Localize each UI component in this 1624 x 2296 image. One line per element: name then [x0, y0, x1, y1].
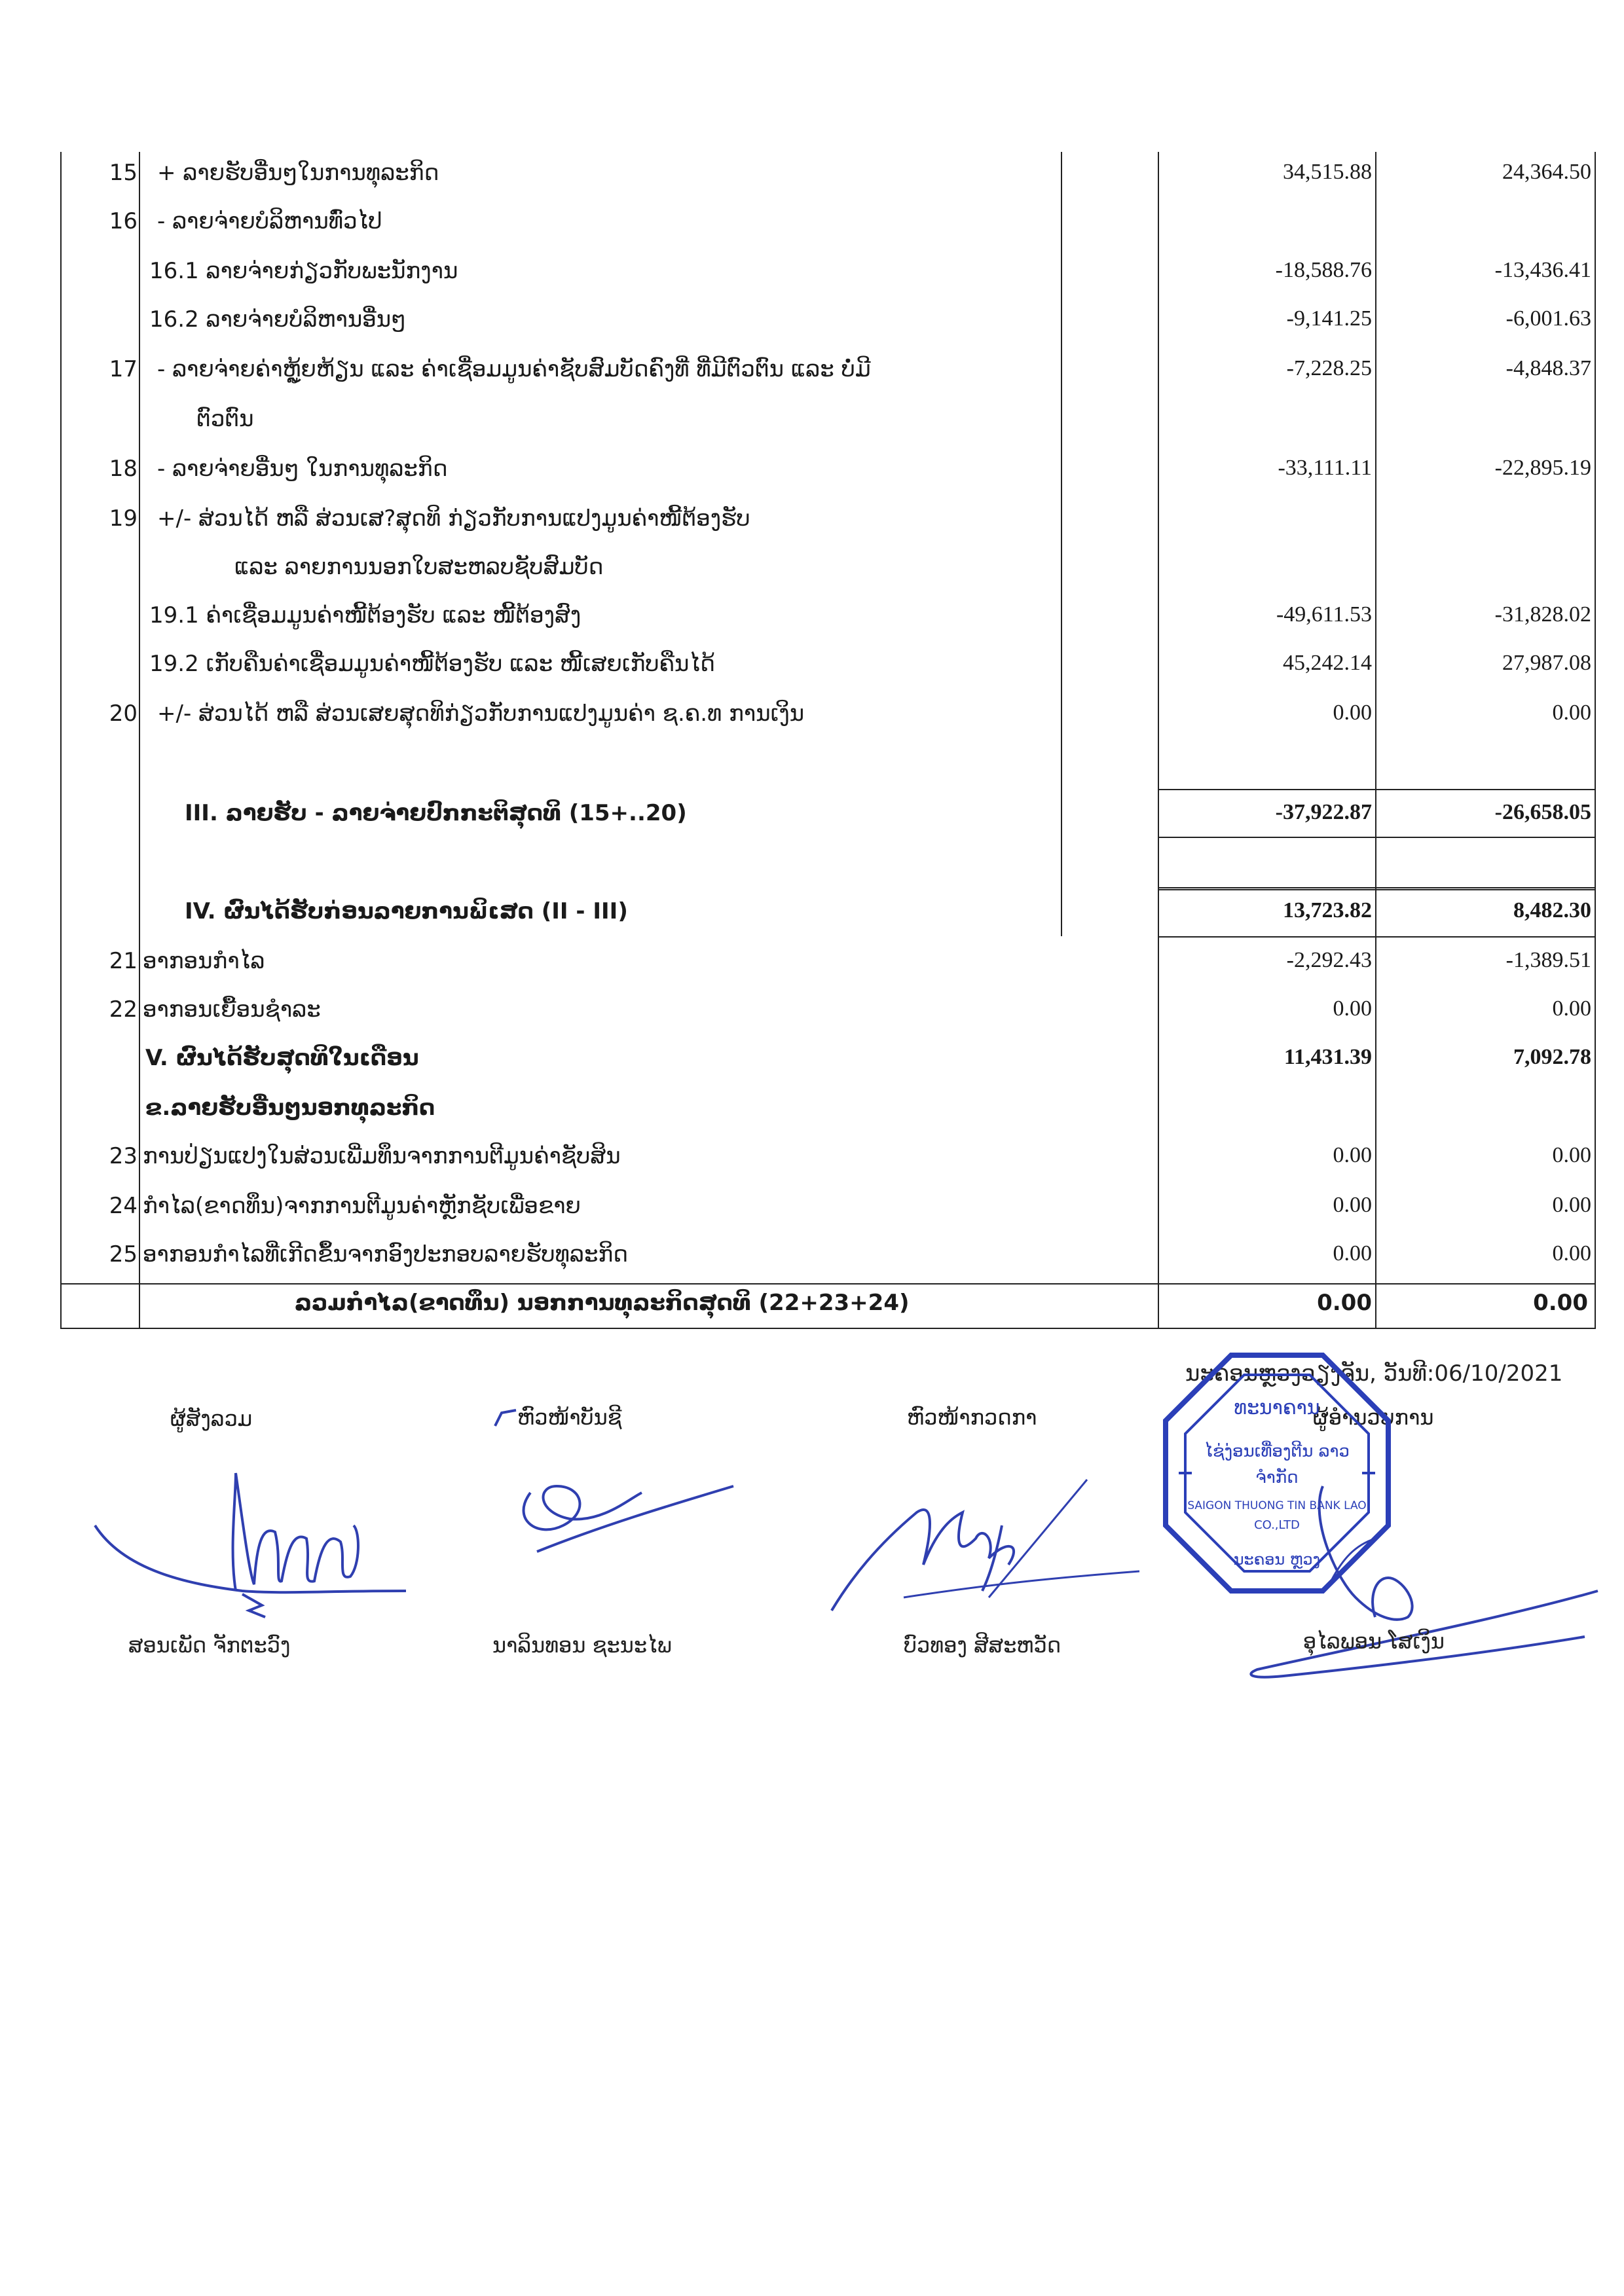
- subtotal-row-iv: [0, 890, 1624, 932]
- signer-title-chief-auditor: ຫົວໜ້າກວດກາ: [907, 1405, 1037, 1430]
- row-description: + ລາຍຮັບອື່ນໆໃນການທຸລະກິດ: [157, 160, 439, 186]
- previous-value: 0.00: [1552, 1143, 1591, 1167]
- row-description: +/- ສ່ວນໄດ້ ຫລື ສ່ວນເສຍສຸດທິກ່ຽວກັບການແປງມູນຄ່າ ຊ.ຄ.ທ ການເງິນ: [157, 701, 805, 727]
- previous-value: -31,828.02: [1494, 602, 1591, 627]
- net-result-row: [0, 1037, 1624, 1079]
- previous-value: 0.00: [1552, 701, 1591, 725]
- grand-total-bottom-line: [60, 1328, 1595, 1329]
- signer-name-director: ອຸໄລພອນ ໂສເງິນ: [1303, 1629, 1445, 1654]
- signer-title-compiler: ຜູ້ສັງລວມ: [170, 1406, 253, 1431]
- net-result-label: V. ຜົນໄດ້ຮັບສຸດທິໃນເດືອນ: [145, 1045, 419, 1071]
- signer-name-chief-auditor: ບົວທອງ ສີສະຫວັດ: [904, 1633, 1061, 1658]
- row-number: 25: [109, 1241, 138, 1267]
- current-value: 0.00: [1317, 1290, 1372, 1316]
- section-heading: [0, 1087, 1624, 1129]
- previous-value: 27,987.08: [1502, 651, 1591, 675]
- table-row: [0, 940, 1624, 982]
- previous-value: 0.00: [1552, 1241, 1591, 1266]
- signer-title-director: ຜູ້ອຳນວຍການ: [1313, 1405, 1434, 1430]
- previous-value: -13,436.41: [1494, 258, 1591, 282]
- row-number: 21: [109, 948, 138, 974]
- table-row: [0, 1185, 1624, 1227]
- current-value: -2,292.43: [1286, 948, 1372, 972]
- row-description: - ລາຍຈ່າຍຄ່າຫຼູ້ຍຫ້ຽນ ແລະ ຄ່າເຊື່ອມມູນຄ່າຊັບສົມບັດຄົງທີ່ ທີ່ມີຕົວຕົນ ແລະ ບໍ່ມີ: [157, 356, 871, 382]
- table-row-continuation: [0, 546, 1624, 588]
- previous-value: 8,482.30: [1513, 898, 1591, 922]
- subtotal3-bottom-line: [1158, 837, 1595, 838]
- table-row: [0, 348, 1624, 390]
- row-description: 16.1 ລາຍຈ່າຍກ່ຽວກັບພະນັກງານ: [149, 258, 458, 284]
- signature-chief-auditor: [825, 1467, 1153, 1624]
- row-number: 20: [109, 701, 138, 727]
- signer-title-chief-accountant: ຫົວໜ້າບັນຊີ: [517, 1405, 622, 1430]
- table-row: [0, 152, 1624, 194]
- grand-total-label: ລວມກຳໄລ(ຂາດທຶນ) ນອກການທຸລະກິດສຸດທິ (22+23+24): [295, 1290, 910, 1316]
- table-row: [0, 448, 1624, 490]
- row-number: 17: [109, 356, 138, 382]
- row-number: 16: [109, 208, 138, 234]
- previous-value: -26,658.05: [1494, 800, 1591, 824]
- section-b-title: ຂ.ລາຍຮັບອື່ນໆນອກທຸລະກິດ: [145, 1095, 435, 1121]
- current-value: 0.00: [1333, 996, 1372, 1021]
- current-value: -7,228.25: [1286, 356, 1372, 380]
- current-value: -49,611.53: [1276, 602, 1372, 627]
- current-value: 34,515.88: [1283, 160, 1372, 184]
- current-value: 0.00: [1333, 1143, 1372, 1167]
- signer-name-compiler: ສອນເພັດ ຈັກຕະວົງ: [128, 1633, 291, 1658]
- subtotal-label: IV. ຜົນໄດ້ຮັບກ່ອນລາຍການພິເສດ (II - III): [185, 898, 628, 924]
- current-value: -18,588.76: [1275, 258, 1372, 282]
- previous-value: -6,001.63: [1505, 306, 1591, 331]
- previous-value: 0.00: [1533, 1290, 1588, 1316]
- previous-value: 0.00: [1552, 996, 1591, 1021]
- stamp-bottom-text: ນະຄອນ ຫຼວງ: [1233, 1550, 1321, 1569]
- row-number: 23: [109, 1143, 138, 1169]
- current-value: -9,141.25: [1286, 306, 1372, 331]
- row-number: 18: [109, 456, 138, 482]
- table-row: [0, 1135, 1624, 1177]
- row-description: ແລະ ລາຍການນອກໃບສະຫລບຊັບສົມບັດ: [234, 554, 604, 580]
- previous-value: 7,092.78: [1513, 1045, 1591, 1069]
- stamp-bank-name-en: SAIGON THUONG TIN BANK LAO: [1187, 1499, 1367, 1512]
- table-row-continuation: [0, 398, 1624, 440]
- subtotal3-top-line: [1158, 789, 1595, 790]
- grand-total-row: [0, 1285, 1624, 1326]
- subtotal4-bottom-line: [1158, 936, 1595, 938]
- current-value: 45,242.14: [1283, 651, 1372, 675]
- stamp-co-ltd: CO.,LTD: [1254, 1518, 1300, 1532]
- subtotal-label: III. ລາຍຮັບ - ລາຍຈ່າຍປົກກະຕິສຸດທິ (15+..20): [185, 800, 687, 826]
- place-and-date: ນະຄອນຫຼວງວຽງຈັນ, ວັນທີ:06/10/2021: [1185, 1360, 1563, 1387]
- stamp-company-type: ຈຳກັດ: [1255, 1468, 1299, 1487]
- row-description: ການປ່ຽນແປງໃນສ່ວນເພີ່ມທຶນຈາກການຕີມູນຄ່າຊັບສິນ: [143, 1143, 621, 1169]
- signature-chief-accountant: [511, 1467, 747, 1584]
- current-value: 11,431.39: [1283, 1045, 1372, 1069]
- table-row: [0, 643, 1624, 685]
- previous-value: 24,364.50: [1502, 160, 1591, 184]
- signature-director: [1244, 1467, 1572, 1728]
- previous-value: 0.00: [1552, 1193, 1591, 1217]
- spacer-line: [1158, 887, 1595, 888]
- row-description: ອາກອນເຍື້ອນຊຳລະ: [143, 996, 321, 1023]
- row-number: 19: [109, 505, 138, 532]
- row-description: ອາກອນກຳໄລ: [143, 948, 265, 974]
- current-value: -37,922.87: [1275, 800, 1372, 824]
- row-description: 19.2 ເກັບຄືນຄ່າເຊື່ອມມູນຄ່າໜີ້ຕ້ອງຮັບ ແລະ ໜີ້ເສຍເກັບຄືນໄດ້: [149, 651, 715, 677]
- table-row: [0, 1233, 1624, 1275]
- previous-value: -22,895.19: [1494, 456, 1591, 480]
- previous-value: -4,848.37: [1505, 356, 1591, 380]
- current-value: 0.00: [1333, 1193, 1372, 1217]
- current-value: -33,111.11: [1278, 456, 1372, 480]
- table-row: [0, 989, 1624, 1030]
- subtotal-row-iii: [0, 792, 1624, 834]
- row-number: 22: [109, 996, 138, 1023]
- row-description: ກຳໄລ(ຂາດທຶນ)ຈາກການຕີມູນຄ່າຫຼັກຊັບເພື່ອຂາຍ: [143, 1193, 581, 1219]
- signer-name-chief-accountant: ນາລິນທອນ ຊະນະໄພ: [492, 1633, 672, 1658]
- row-description: - ລາຍຈ່າຍອື່ນໆ ໃນການທຸລະກິດ: [157, 456, 448, 482]
- stamp-bank-name-lao: ໄຊ່ງ່ອນເທື່ອງຕີນ ລາວ: [1204, 1442, 1350, 1461]
- current-value: 0.00: [1333, 701, 1372, 725]
- row-number: 24: [109, 1193, 138, 1219]
- row-description: ອາກອນກຳໄລທີ່ເກີດຂຶ້ນຈາກອົງປະກອບລາຍຮັບທຸລະກິດ: [143, 1241, 629, 1267]
- row-description: +/- ສ່ວນໄດ້ ຫລື ສ່ວນເສ?ສຸດທິ ກ່ຽວກັບການແປງມູນຄ່າໜີ້ຕ້ອງຮັບ: [157, 505, 750, 532]
- table-row: [0, 250, 1624, 292]
- row-description: ຕົວຕົນ: [196, 406, 254, 432]
- table-row: [0, 498, 1624, 539]
- row-description: 16.2 ລາຍຈ່າຍບໍລິຫານອື່ນໆ: [149, 306, 407, 333]
- signature-compiler: [85, 1460, 426, 1630]
- row-description: - ລາຍຈ່າຍບໍລິຫານທົ່ວໄປ: [157, 208, 382, 234]
- table-row: [0, 594, 1624, 636]
- previous-value: -1,389.51: [1505, 948, 1591, 972]
- row-description: 19.1 ຄ່າເຊື່ອມມູນຄ່າໜີ້ຕ້ອງຮັບ ແລະ ໜີ້ຕ້ອງສົງ: [149, 602, 581, 629]
- current-value: 13,723.82: [1283, 898, 1372, 922]
- current-value: 0.00: [1333, 1241, 1372, 1266]
- tick-mark-icon: [492, 1408, 519, 1434]
- row-number: 15: [109, 160, 138, 186]
- stamp-top-text: ທະນາຄານ: [1234, 1396, 1320, 1419]
- table-row: [0, 693, 1624, 735]
- table-row: [0, 200, 1624, 242]
- table-row: [0, 299, 1624, 340]
